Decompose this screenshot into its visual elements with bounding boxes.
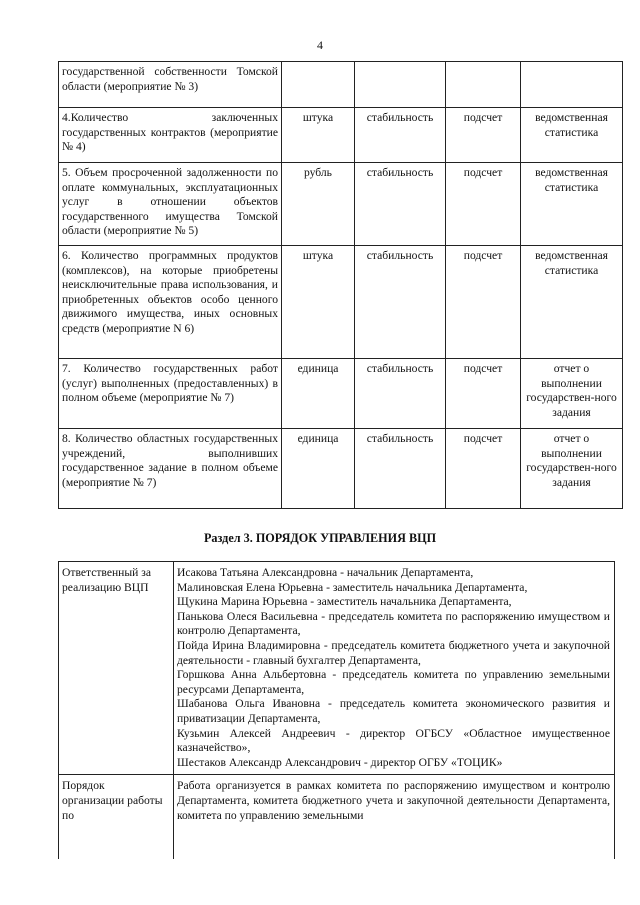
method-cell: подсчет [446,429,521,509]
table-row [59,62,623,108]
trend-cell: стабильность [355,163,446,246]
source-cell [521,62,623,108]
unit-cell: единица [282,359,355,429]
responsible-person: Горшкова Анна Альбертовна - председатель комитета по управлению земельными ресурсами Департамента, [177,668,610,696]
procedure-label: Порядок организации работы по [59,775,174,859]
indicators-table [58,61,623,509]
section-title: Раздел 3. ПОРЯДОК УПРАВЛЕНИЯ ВЦП [203,531,437,545]
source-cell: ведомственная статистика [521,163,623,246]
management-table [58,561,615,859]
method-cell: подсчет [446,163,521,246]
trend-cell: стабильность [355,246,446,359]
source-cell: отчет о выполнении государствен-ного задания [521,429,623,509]
unit-cell: штука [282,246,355,359]
method-cell: подсчет [446,108,521,163]
unit-cell: рубль [282,163,355,246]
table-row [59,108,623,163]
method-cell: подсчет [446,359,521,429]
indicator-cell: 7. Количество государственных работ (услуг) выполненных (предоставленных) в полном объеме (мероприятие № 7) [59,359,282,429]
responsible-person: Кузьмин Алексей Андреевич - директор ОГБСУ «Областное имущественное казначейство», [177,726,610,755]
responsible-person: Панькова Олеся Васильевна - председатель комитета по распоряжению имуществом и контролю Департамента, [177,609,610,638]
procedure-text: Работа организуется в рамках комитета по распоряжению имуществом и контролю Департамента, комитета бюджетного учета и закупочной деятельности Департамента, комитета по управлению земельными [174,775,615,859]
responsible-person: Пойда Ирина Владимировна - председатель комитета бюджетного учета и закупочной деятельности - главный бухгалтер Департамента, [177,638,610,667]
method-cell [446,62,521,108]
indicator-cell: 4.Количество заключенных государственных контрактов (мероприятие № 4) [59,108,282,163]
trend-cell: стабильность [355,108,446,163]
source-cell: ведомственная статистика [521,108,623,163]
responsible-person: Шестаков Александр Александрович - директор ОГБУ «ТОЦИК» [177,755,503,769]
procedure-row [59,775,615,859]
page-number: 4 [317,38,323,52]
source-cell: отчет о выполнении государствен-ного задания [521,359,623,429]
trend-cell [355,62,446,108]
responsible-row [59,562,615,775]
unit-cell [282,62,355,108]
responsible-person: Малиновская Елена Юрьевна - заместитель начальника Департамента, [177,580,528,594]
table-row [59,429,623,509]
responsible-people [174,562,615,775]
responsible-person: Шабанова Ольга Ивановна - председатель комитета экономического развития и приватизации Департамента, [177,697,610,725]
unit-cell: единица [282,429,355,509]
table-row [59,359,623,429]
responsible-label: Ответственный за реализацию ВЦП [59,562,174,775]
trend-cell: стабильность [355,429,446,509]
table-row [59,246,623,359]
responsible-person: Щукина Марина Юрьевна - заместитель начальника Департамента, [177,595,512,609]
table-row [59,163,623,246]
indicator-cell: государственной собственности Томской области (мероприятие № 3) [59,62,282,108]
responsible-person: Исакова Татьяна Александровна - начальник Департамента, [177,566,474,579]
source-cell: ведомственная статистика [521,246,623,359]
indicator-cell: 5. Объем просроченной задолженности по оплате коммунальных, эксплуатационных услуг в отношении объектов государственного имущества Томской области (мероприятие № 5) [59,163,282,246]
indicator-cell: 8. Количество областных государственных учреждений, выполнивших государственное задание в полном объеме (мероприятие № 7) [59,429,282,509]
unit-cell: штука [282,108,355,163]
trend-cell: стабильность [355,359,446,429]
method-cell: подсчет [446,246,521,359]
indicator-cell: 6. Количество программных продуктов (комплексов), на которые приобретены неисключительные права использования, и приобретенных объектов особо ценного движимого имущества, иных основных средств (мероприятие N 6) [59,246,282,359]
